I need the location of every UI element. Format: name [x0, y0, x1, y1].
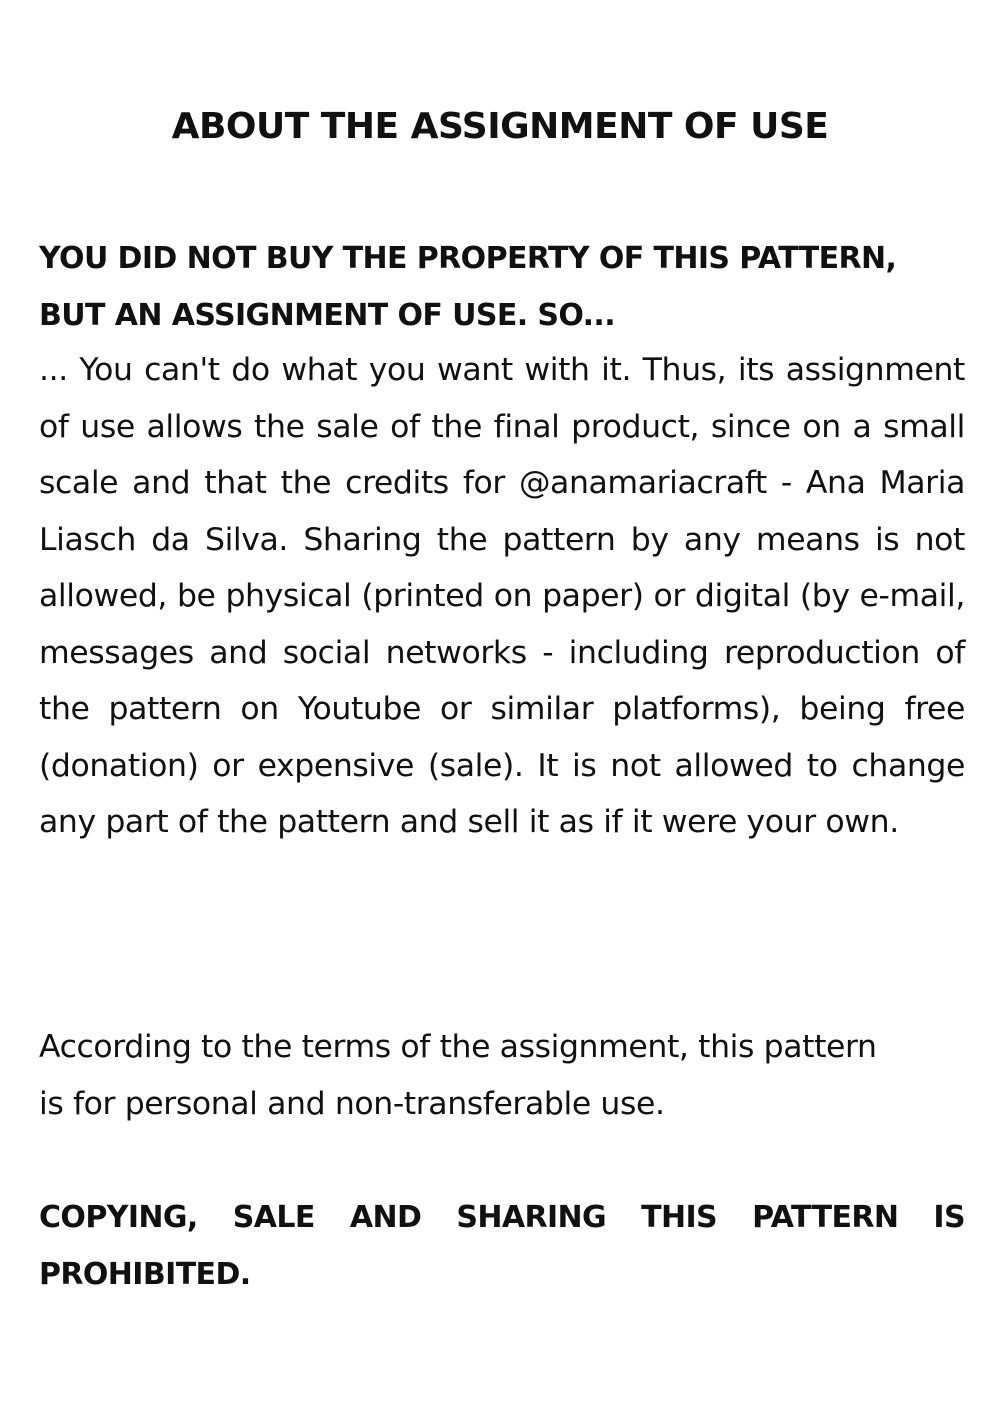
note-line-1: According to the terms of the assignment, this pattern — [39, 1029, 877, 1065]
lead-line-2: BUT AN ASSIGNMENT OF USE. SO... — [39, 298, 616, 333]
terms-paragraph: ... You can't do what you want with it. Thus, its assignment of use allows the sale of the final product, since on a small scale and that the credits for @anamariacraft - Ana Maria Liasch da Silva. Sharing the pattern by any means is not allowed, be physical (printed on paper) or digital (by e-mail, messages and social networks - including reproduction of the pattern on Youtube or similar platforms), being free (donation) or expensive (sale). It is not allowed to change any part of the pattern and sell it as if it were your own. — [39, 352, 965, 840]
lead-statement — [39, 230, 965, 344]
lead-line-1: YOU DID NOT BUY THE PROPERTY OF THIS PATTERN, — [39, 241, 897, 276]
note-line-2: is for personal and non-transferable use. — [39, 1085, 665, 1122]
page-title: ABOUT THE ASSIGNMENT OF USE — [171, 106, 829, 147]
terms-note — [39, 1019, 965, 1132]
prohibition-warning: COPYING, SALE AND SHARING THIS PATTERN IS PROHIBITED. — [39, 1200, 965, 1292]
